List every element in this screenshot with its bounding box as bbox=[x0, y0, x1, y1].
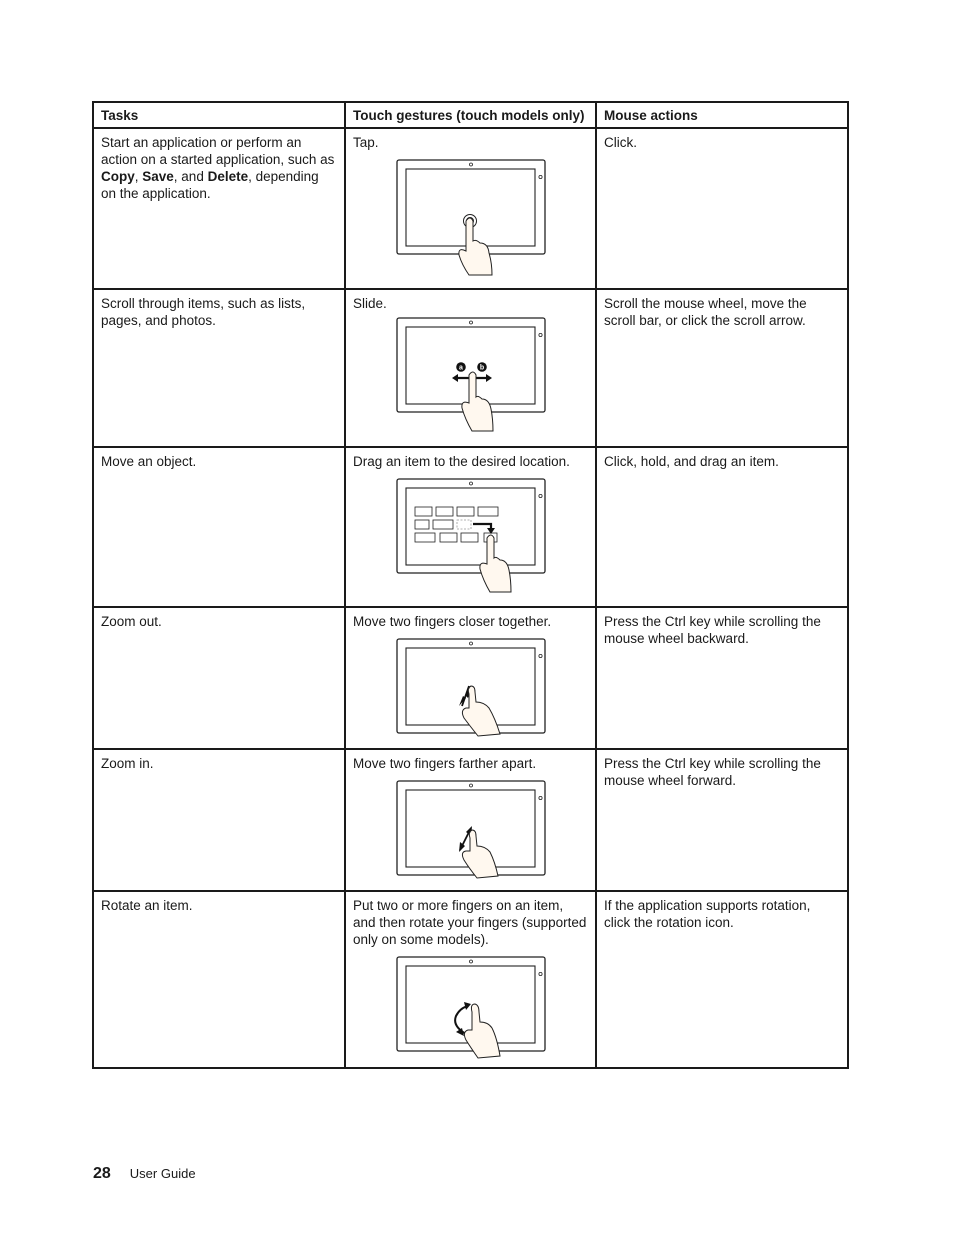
separator: , bbox=[134, 169, 143, 184]
touch-text: Tap. bbox=[353, 135, 379, 150]
save-term: Save bbox=[142, 169, 174, 184]
gestures-table bbox=[92, 101, 849, 1069]
touch-cell bbox=[345, 128, 596, 289]
table-row bbox=[93, 289, 848, 447]
mouse-text: Click, hold, and drag an item. bbox=[604, 454, 779, 469]
rotate-gesture-icon bbox=[396, 956, 548, 1060]
copy-term: Copy bbox=[101, 169, 135, 184]
touch-cell bbox=[345, 607, 596, 749]
mouse-cell bbox=[596, 128, 848, 289]
touch-cell bbox=[345, 749, 596, 891]
page-number: 28 bbox=[93, 1165, 111, 1182]
task-cell bbox=[93, 891, 345, 1068]
task-text: Zoom in. bbox=[101, 756, 154, 771]
task-cell bbox=[93, 749, 345, 891]
slide-gesture-icon bbox=[396, 317, 548, 435]
table-row bbox=[93, 749, 848, 891]
task-cell bbox=[93, 447, 345, 607]
mouse-cell bbox=[596, 749, 848, 891]
table-header-row bbox=[93, 102, 848, 128]
drag-gesture-icon bbox=[396, 478, 548, 596]
mouse-text: Press the Ctrl key while scrolling the mouse wheel backward. bbox=[604, 614, 821, 646]
task-cell bbox=[93, 128, 345, 289]
mouse-cell bbox=[596, 607, 848, 749]
task-text: Rotate an item. bbox=[101, 898, 193, 913]
touch-text: Move two fingers farther apart. bbox=[353, 756, 537, 771]
mouse-text: If the application supports rotation, click the rotation icon. bbox=[604, 898, 811, 930]
header-mouse-actions: Mouse actions bbox=[596, 102, 848, 128]
task-text: Scroll through items, such as lists, pages, and photos. bbox=[101, 296, 306, 328]
table-row bbox=[93, 128, 848, 289]
tap-gesture-icon bbox=[396, 159, 548, 277]
mouse-cell bbox=[596, 891, 848, 1068]
task-text: Zoom out. bbox=[101, 614, 162, 629]
mouse-cell bbox=[596, 447, 848, 607]
page-footer bbox=[93, 1165, 196, 1183]
document-title: User Guide bbox=[129, 1166, 196, 1181]
touch-text: Move two fingers closer together. bbox=[353, 614, 552, 629]
task-cell bbox=[93, 607, 345, 749]
label-b: b bbox=[479, 364, 485, 372]
touch-cell bbox=[345, 447, 596, 607]
table-row bbox=[93, 447, 848, 607]
header-tasks: Tasks bbox=[93, 102, 345, 128]
mouse-text: Press the Ctrl key while scrolling the mouse wheel forward. bbox=[604, 756, 821, 788]
task-text: Start an application or perform an action on a started application, such as bbox=[101, 135, 335, 167]
touch-text: Slide. bbox=[353, 296, 387, 311]
table-row bbox=[93, 607, 848, 749]
touch-text: Put two or more fingers on an item, and then rotate your fingers (supported only on some models). bbox=[353, 898, 587, 947]
task-cell bbox=[93, 289, 345, 447]
pinch-in-gesture-icon bbox=[396, 638, 548, 738]
table-row bbox=[93, 891, 848, 1068]
touch-cell bbox=[345, 891, 596, 1068]
mouse-cell bbox=[596, 289, 848, 447]
pinch-out-gesture-icon bbox=[396, 780, 548, 880]
task-text-end: , depending on the application. bbox=[101, 169, 319, 201]
label-a: a bbox=[459, 364, 463, 372]
mouse-text: Click. bbox=[604, 135, 637, 150]
separator: , and bbox=[173, 169, 208, 184]
touch-text: Drag an item to the desired location. bbox=[353, 454, 570, 469]
touch-cell bbox=[345, 289, 596, 447]
mouse-text: Scroll the mouse wheel, move the scroll bar, or click the scroll arrow. bbox=[604, 296, 807, 328]
header-touch-gestures: Touch gestures (touch models only) bbox=[345, 102, 596, 128]
task-text: Move an object. bbox=[101, 454, 197, 469]
delete-term: Delete bbox=[207, 169, 249, 184]
